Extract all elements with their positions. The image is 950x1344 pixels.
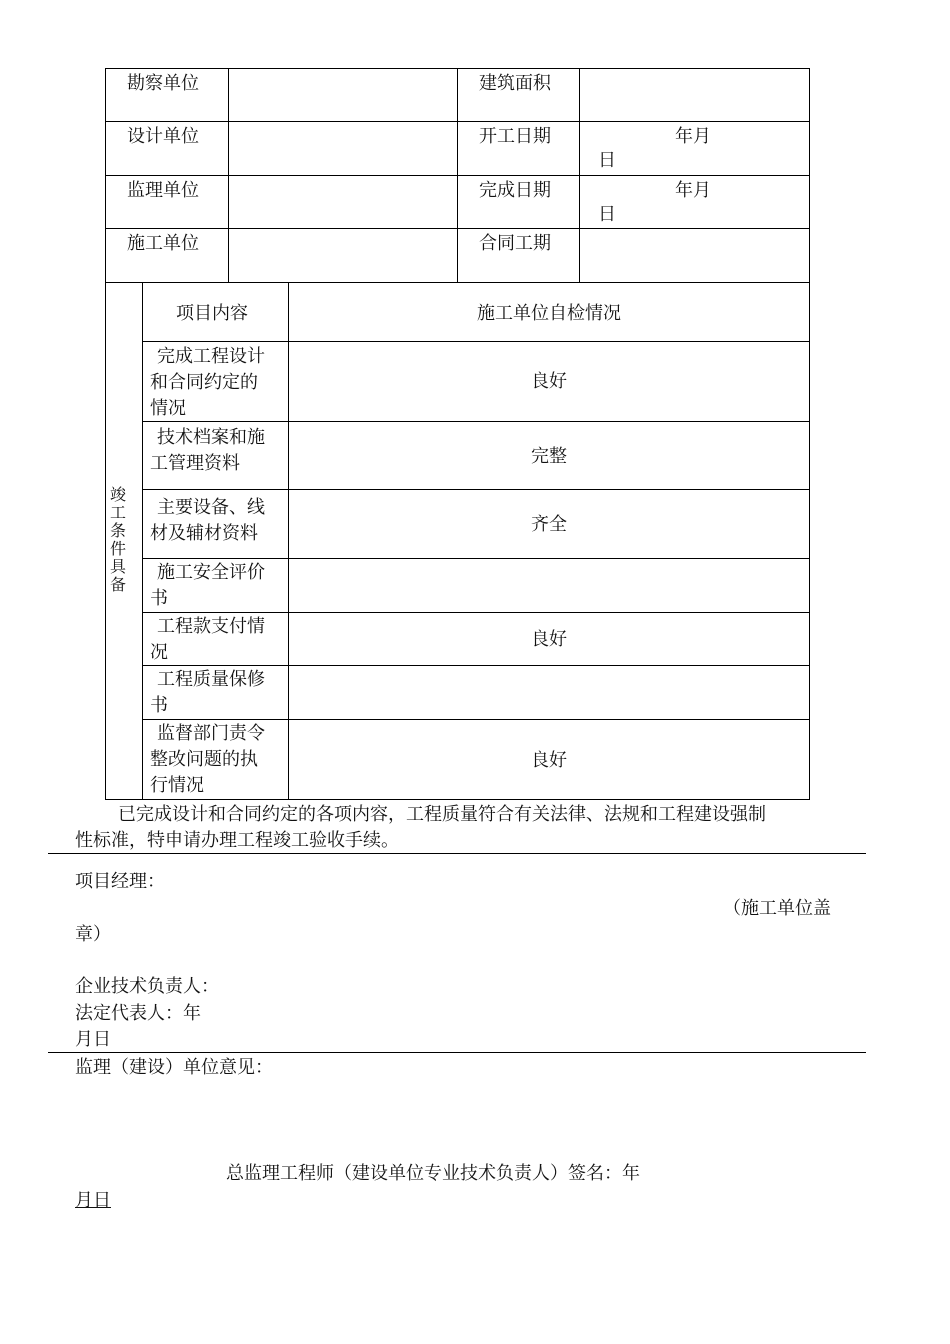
row-divider bbox=[142, 341, 810, 342]
building-area-label: 建筑面积 bbox=[479, 73, 551, 94]
start-date-year-month: 年月 bbox=[675, 126, 711, 147]
chief-engineer-signature-line: 总监理工程师（建设单位专业技术负责人）签名：年 bbox=[226, 1163, 640, 1184]
contractor-date-tail: 月日 bbox=[75, 1029, 111, 1050]
row-item-line: 工管理资料 bbox=[150, 453, 240, 474]
row-status: 良好 bbox=[531, 371, 567, 392]
row-item-line: 书 bbox=[150, 695, 168, 716]
construction-unit-label: 施工单位 bbox=[127, 233, 199, 254]
survey-unit-label: 勘察单位 bbox=[127, 73, 199, 94]
row-divider bbox=[142, 489, 810, 490]
row-item-line: 材及辅材资料 bbox=[150, 523, 258, 544]
row-divider bbox=[105, 282, 810, 283]
header-item-content: 项目内容 bbox=[176, 303, 248, 324]
row-status: 良好 bbox=[531, 750, 567, 771]
row-item-line: 施工安全评价 bbox=[157, 562, 265, 583]
finish-date-year-month: 年月 bbox=[675, 180, 711, 201]
contractor-seal-text-cont: 章） bbox=[75, 924, 111, 945]
contractor-seal-text: （施工单位盖 bbox=[723, 898, 831, 919]
row-item-line: 书 bbox=[150, 588, 168, 609]
row-item-line: 和合同约定的 bbox=[150, 372, 258, 393]
project-manager-label: 项目经理： bbox=[75, 871, 165, 892]
row-item-line: 整改问题的执 bbox=[150, 749, 258, 770]
start-date-day: 日 bbox=[598, 150, 616, 171]
statement-line-1: 已完成设计和合同约定的各项内容，工程质量符合有关法律、法规和工程建设强制 bbox=[118, 804, 766, 825]
row-item-line: 工程款支付情 bbox=[157, 616, 265, 637]
side-label-char: 工 bbox=[109, 503, 126, 522]
row-item-line: 况 bbox=[150, 642, 168, 663]
row-divider bbox=[142, 421, 810, 422]
row-status: 完整 bbox=[531, 446, 567, 467]
side-label-char: 备 bbox=[109, 575, 126, 594]
legal-rep-label: 法定代表人：年 bbox=[75, 1003, 201, 1024]
col-divider bbox=[228, 68, 229, 282]
supervision-date-tail: 月日 bbox=[75, 1190, 111, 1211]
col-divider bbox=[288, 282, 289, 799]
finish-date-label: 完成日期 bbox=[479, 180, 551, 201]
row-item-line: 监督部门责令 bbox=[157, 723, 265, 744]
statement-line-2: 性标准，特申请办理工程竣工验收手续。 bbox=[75, 830, 399, 851]
row-item-line: 工程质量保修 bbox=[157, 669, 265, 690]
completion-conditions-side-label bbox=[108, 486, 128, 594]
supervision-opinion-label: 监理（建设）单位意见： bbox=[75, 1057, 273, 1078]
row-item-line: 主要设备、线 bbox=[157, 497, 265, 518]
row-item-line: 行情况 bbox=[150, 775, 204, 796]
table-border-left bbox=[105, 68, 106, 799]
header-self-check: 施工单位自检情况 bbox=[477, 303, 621, 324]
tech-lead-label: 企业技术负责人： bbox=[75, 976, 219, 997]
supervisor-unit-label: 监理单位 bbox=[127, 180, 199, 201]
finish-date-day: 日 bbox=[598, 204, 616, 225]
row-item-line: 完成工程设计 bbox=[157, 346, 265, 367]
side-label-char: 竣 bbox=[109, 485, 126, 504]
start-date-label: 开工日期 bbox=[479, 126, 551, 147]
side-label-char: 件 bbox=[109, 539, 126, 558]
section-divider bbox=[48, 853, 866, 854]
row-status: 良好 bbox=[531, 629, 567, 650]
col-divider bbox=[579, 68, 580, 282]
table-border-right bbox=[809, 68, 810, 799]
side-label-char: 条 bbox=[109, 521, 126, 540]
row-item-line: 情况 bbox=[150, 398, 186, 419]
row-item-line: 技术档案和施 bbox=[157, 427, 265, 448]
col-divider bbox=[142, 282, 143, 799]
side-label-char: 具 bbox=[109, 557, 126, 576]
section-divider bbox=[48, 1052, 866, 1053]
contract-period-label: 合同工期 bbox=[479, 233, 551, 254]
col-divider bbox=[457, 68, 458, 282]
design-unit-label: 设计单位 bbox=[127, 126, 199, 147]
table-border-bottom bbox=[105, 799, 810, 800]
row-status: 齐全 bbox=[531, 514, 567, 535]
